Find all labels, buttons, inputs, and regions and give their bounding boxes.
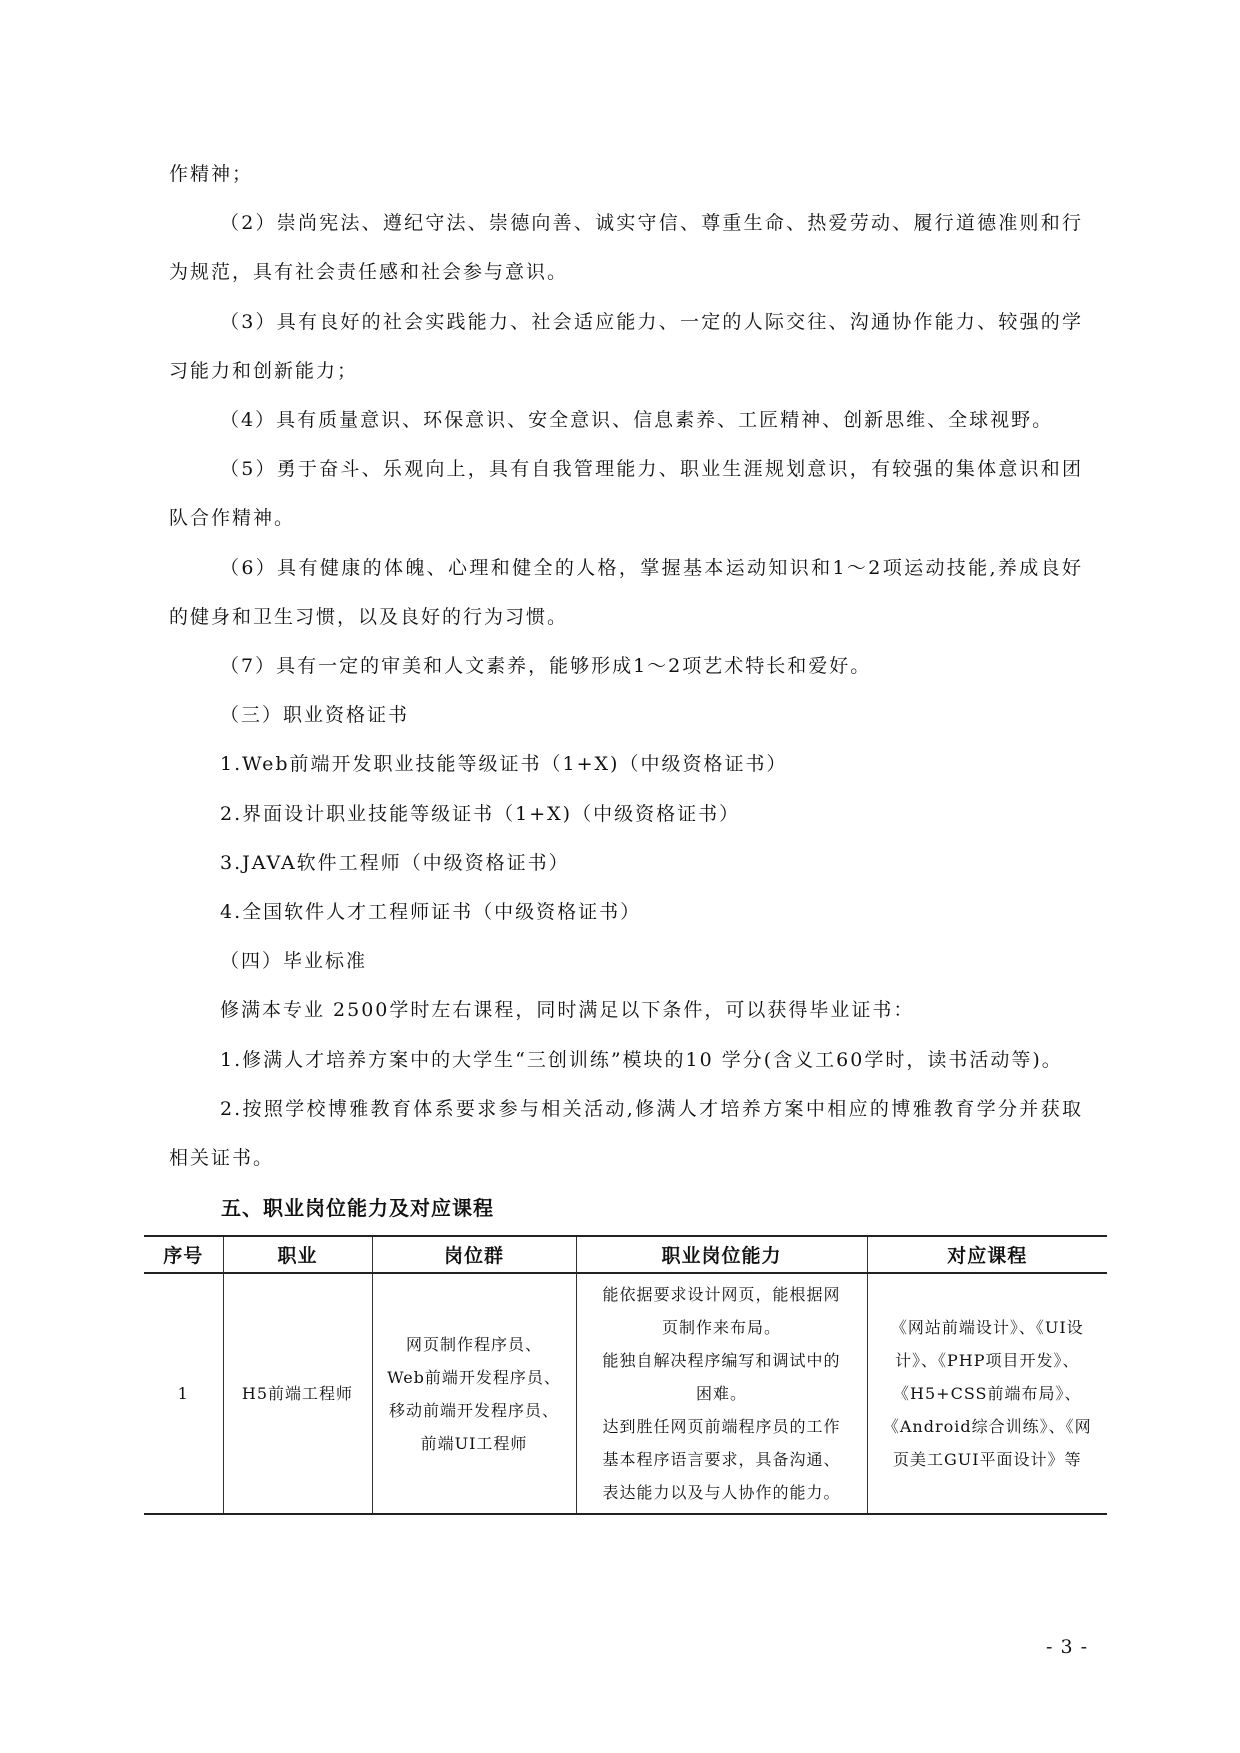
certificate-item: 4.全国软件人才工程师证书（中级资格证书） xyxy=(220,901,642,924)
body-text xyxy=(169,150,1083,1183)
table-header-row xyxy=(144,1236,1107,1273)
cell-abilities xyxy=(576,1273,867,1514)
subsection-heading: （四）毕业标准 xyxy=(220,950,368,973)
ability-line: 困难。 xyxy=(695,1384,747,1404)
paragraph: （6）具有健康的体魄、心理和健全的人格，掌握基本运动知识和1～2项运动技能,养成良好的健身和卫生习惯，以及良好的行为习惯。 xyxy=(169,556,1083,628)
cell-no: 1 xyxy=(144,1273,223,1514)
ability-line: 达到胜任网页前端程序员的工作 xyxy=(602,1417,841,1437)
header-no: 序号 xyxy=(144,1236,223,1273)
position-line: 网页制作程序员、 xyxy=(405,1334,542,1354)
paragraph: （5）勇于奋斗、乐观向上，具有自我管理能力、职业生涯规划意识，有较强的集体意识和团队合作精神。 xyxy=(169,458,1083,530)
header-courses: 对应课程 xyxy=(867,1236,1107,1273)
paragraph: 作精神； xyxy=(169,163,254,185)
paragraph: 1.修满人才培养方案中的大学生“三创训练”模块的10 学分(含义工60学时，读书活动等)。 xyxy=(220,1048,1063,1071)
course-line: 页美工GUI平面设计》等 xyxy=(892,1450,1082,1470)
paragraph: 2.按照学校博雅教育体系要求参与相关活动,修满人才培养方案中相应的博雅教育学分并获取相关证书。 xyxy=(169,1097,1083,1170)
cell-positions xyxy=(372,1273,576,1514)
certificate-item: 2.界面设计职业技能等级证书（1+X)（中级资格证书） xyxy=(220,802,741,825)
course-line: 《网站前端设计》、《UI设 xyxy=(890,1318,1084,1338)
header-positions: 岗位群 xyxy=(372,1236,576,1273)
table-row xyxy=(144,1273,1107,1514)
paragraph: （7）具有一定的审美和人文素养，能够形成1～2项艺术特长和爱好。 xyxy=(220,655,872,678)
section-heading: 五、职业岗位能力及对应课程 xyxy=(221,1196,494,1221)
position-line: 移动前端开发程序员、 xyxy=(388,1400,559,1420)
cell-courses xyxy=(867,1273,1107,1514)
cell-job: H5前端工程师 xyxy=(223,1273,372,1514)
paragraph: （4）具有质量意识、环保意识、安全意识、信息素养、工匠精神、创新思维、全球视野。 xyxy=(220,409,1054,432)
ability-line: 表达能力以及与人协作的能力。 xyxy=(602,1483,841,1503)
course-line: 计》、《PHP项目开发》、 xyxy=(895,1351,1080,1371)
position-line: 前端UI工程师 xyxy=(420,1433,528,1453)
ability-line: 页制作来布局。 xyxy=(661,1318,781,1338)
page-content xyxy=(144,150,1107,1515)
ability-line: 基本程序语言要求，具备沟通、 xyxy=(602,1450,841,1470)
paragraph: 修满本专业 2500学时左右课程，同时满足以下条件，可以获得毕业证书： xyxy=(220,999,915,1022)
page-number: - 3 - xyxy=(1046,1636,1089,1658)
header-abilities: 职业岗位能力 xyxy=(576,1236,867,1273)
certificate-item: 3.JAVA软件工程师（中级资格证书） xyxy=(220,851,570,874)
ability-line: 能独自解决程序编写和调试中的 xyxy=(602,1351,841,1371)
ability-line: 能依据要求设计网页，能根据网 xyxy=(602,1285,841,1305)
paragraph: （3）具有良好的社会实践能力、社会适应能力、一定的人际交往、沟通协作能力、较强的学习能力和创新能力； xyxy=(169,310,1083,382)
course-line: 《H5+CSS前端布局》、 xyxy=(893,1384,1082,1404)
position-line: Web前端开发程序员、 xyxy=(387,1367,561,1387)
paragraph: （2）崇尚宪法、遵纪守法、崇德向善、诚实守信、尊重生命、热爱劳动、履行道德准则和行为规范，具有社会责任感和社会参与意识。 xyxy=(169,212,1083,284)
subsection-heading: （三）职业资格证书 xyxy=(220,704,410,727)
job-ability-table xyxy=(144,1235,1107,1515)
course-line: 《Android综合训练》、《网 xyxy=(882,1417,1092,1437)
certificate-item: 1.Web前端开发职业技能等级证书（1+X)（中级资格证书） xyxy=(220,753,788,776)
header-job: 职业 xyxy=(223,1236,372,1273)
